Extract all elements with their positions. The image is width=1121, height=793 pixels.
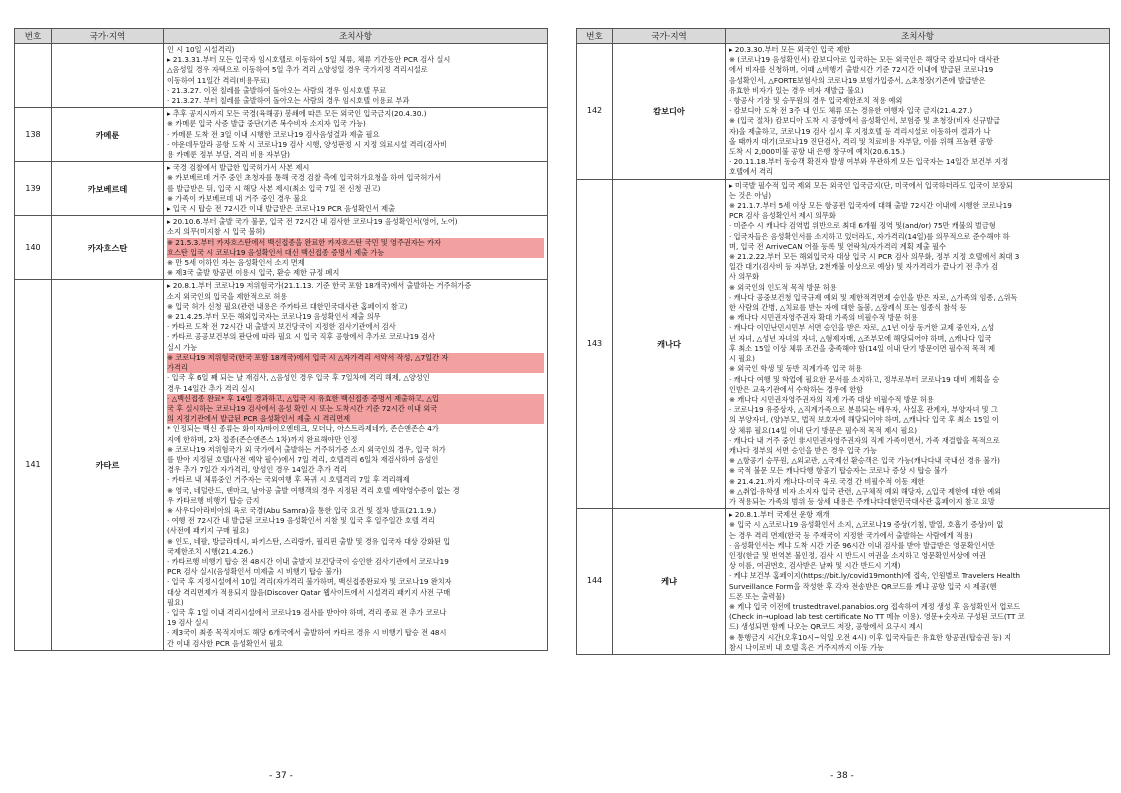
measures-table-right [576, 28, 1110, 655]
text-line: PCR 검사 실시(음성확인서 미제출 시 비행기 탑승 불가) [167, 567, 342, 577]
text-line: · 카타르 도착 전 72시간 내 출발지 보건당국이 지정한 검사기관에서 검사 [167, 322, 396, 332]
row-number: 139 [15, 162, 52, 216]
text-line: 상 이름, 여권번호, 검사받은 날짜 및 시간 반드시 기재) [729, 561, 901, 571]
text-line: · 카타르행 비행기 탑승 전 48시간 이내 출발지 보건당국이 승인한 검사기관에서 코로나19 [167, 556, 449, 566]
text-line: · 캐나다 이민난민시민부 서면 승인을 받은 자로, △1년 이상 동거한 교제 중인자, △성 [729, 323, 995, 333]
row-number: 142 [577, 44, 613, 180]
header-num: 번호 [15, 29, 52, 44]
text-line: · 캐나다 여행 및 학업에 필요한 문서를 소지하고, 정부로부터 코로나19 대비 계획을 승 [729, 374, 1000, 384]
text-line: · 입국 후 6일 째 되는 날 재검사, △음성인 경우 입국 후 7일차에 격리 해제, △양성인 [167, 373, 430, 383]
row-number: 144 [577, 509, 613, 655]
text-line: 참시 나이로비 내 호텔 혹은 거주지까지 이동 가능 [729, 642, 884, 652]
text-line: 인 시 10일 시설격리) [167, 45, 235, 54]
text-line: · 입국자들은 음성확인서를 소지하고 있더라도, 자가격리(14일)를 의무적으로 준수해야 하 [729, 231, 1010, 241]
page-38 [576, 28, 1110, 655]
text-line: ※ 외국인의 인도적 목적 방문 허용 [729, 282, 837, 292]
table-row [15, 44, 548, 108]
text-line: ※ 사우디아라비아의 육로 국경(Abu Samra)을 통한 입국 요건 및 절차 발표(21.1.9.) [167, 505, 437, 515]
text-line: 가 적용되는 가족의 범위 등 상세 내용은 주캐나다대한민국대사관 홈페이지 참고 요망 [729, 496, 995, 506]
text-line: ※ 국적 불문 모든 캐나다행 항공기 탑승자는 코로나 증상 시 탑승 불가 [729, 466, 948, 476]
text-line: · 항공사 기장 및 승무원의 경우 입국제한조치 적용 예외 [729, 96, 903, 106]
text-line: · 캐나다 공중보건청 입국규제 예외 및 제한적격면제 승인을 받은 자로, △가족의 임종, △위독 [729, 292, 1018, 302]
text-line: · 21.3.27. 이전 칠레를 출발하여 돌아오는 사람의 경우 임시호텔 무료 [167, 85, 387, 95]
text-line: 경우 14일간 추가 격리 실시 [167, 383, 255, 393]
highlighted-line: · △백신접종 완료* 후 14일 경과하고, △입국 시 유효한 백신접종 증명서 제출하고, △입 [167, 394, 544, 404]
country-name: 카보베르데 [52, 162, 164, 216]
text-line: 19 검사 실시 [167, 618, 209, 628]
measures-cell [164, 108, 548, 162]
text-line: · 야운데두알라 공항 도착 시 코로나19 검사 시행, 양성판정 시 지정 의료시설 격리(검사비 [167, 139, 448, 149]
table-row [15, 108, 548, 162]
country-name: 케냐 [613, 509, 726, 655]
text-line: 며, 입국 전 ArriveCAN 어플 등록 및 연락처/자가격리 계획 제출 필수 [729, 241, 946, 251]
header-content: 조치사항 [164, 29, 548, 44]
text-line: 유효한 비자가 있는 경우 비자 재발급 불요) [729, 85, 864, 95]
table-header [577, 29, 1110, 44]
text-line: △음성일 경우 자택으로 이동하여 5일 추가 격리 △양성일 경우 국가지정 격리시설로 [167, 65, 428, 75]
text-line: ※ △항공기 승무원, △외교관, △국제선 환승객은 입국 가능(캐나다내 국내선 경유 불가) [729, 456, 1000, 466]
text-line: Surveillance Form을 작성한 후 각자 전송받은 QR코드를 케냐 공항 입국 시 제공(핸 [729, 581, 997, 591]
text-line: · 미준수 시 캐나다 검역법 위반으로 최대 6개월 징역 및(and/or) 75만 캐불의 벌금형 [729, 221, 996, 231]
measures-cell [726, 509, 1110, 655]
highlighted-line: ※ 코로나19 저위험국(한국 포함 18개국)에서 입국 시 △자가격리 서약서 작성, △7일간 자 [167, 353, 544, 363]
text-line: ▸ 21.3.31.부터 모든 입국자 임시호텔로 이동하여 5일 체류, 체류 기간동안 PCR 검사 실시 [167, 55, 451, 65]
text-line: ※ 통행금지 시간(오후10시~익일 오전 4시) 이후 입국자들은 유효한 항공권(탑승권 등) 지 [729, 632, 1012, 642]
highlighted-line: ※ 21.5.3.부터 카자흐스탄에서 백신접종을 완료한 카자흐스탄 국민 및 영주권자는 카자 [167, 238, 544, 248]
page-37 [14, 28, 548, 651]
text-line: · 캄보디아 도착 전 3주 내 인도 체류 또는 경유한 여행자 입국 금지(21.4.27.) [729, 106, 973, 116]
text-line: · 21.3.27. 부터 칠레를 출발하여 돌아오는 사람의 경우 임시호텔 이용료 부과 [167, 96, 410, 106]
text-line: 드폰 또는 출력물) [729, 591, 785, 601]
text-line: ※ 21.4.25.부터 모든 해외입국자는 코로나19 음성확인서 제출 의무 [167, 312, 381, 322]
table-row [15, 280, 548, 650]
text-line: 사 의무화 [729, 272, 760, 282]
text-line: 대상 격리면제가 적용되지 않음(Discover Qatar 웹사이트에서 시설격리 패키지 사전 구매 [167, 587, 451, 597]
row-number: 143 [577, 179, 613, 509]
text-line: 지에 한하며, 2차 접종(존슨앤존스 1차)까지 완료해야만 인정 [167, 434, 358, 444]
text-line: · 카메룬 도착 전 3일 이내 시행한 코로나19 검사음성결과 제출 필요 [167, 129, 380, 139]
text-line: 시 필요) [729, 354, 755, 364]
text-line: · 코로나19 유증상자, △직계가족으로 분류되는 배우자, 사실혼 관계자, 부양자녀 및 그 [729, 405, 998, 415]
text-line: ▸ 20.8.1.부터 코로나19 저위험국가(21.1.13. 기준 한국 포함 18개국)에서 출발하는 거주허가증 [167, 281, 472, 291]
text-line: 실시 가능 [167, 342, 198, 352]
text-line: 경우 추가 7일간 자가격리, 양성인 경우 14일간 추가 격리 [167, 465, 348, 475]
text-line: · 카타르 내 체류중인 거주자는 국외여행 후 복귀 시 호텔격리 7일 후 격리해제 [167, 475, 410, 485]
text-line: 드) 생성되면 함께 나오는 QR코드 저장, 공항에서 요구시 제시 [729, 622, 923, 632]
country-name [52, 44, 164, 108]
text-line: ※ 캐나다 시민권자영주권자의 직계 가족 대상 비필수적 방문 허용 [729, 394, 934, 404]
country-name: 캄보디아 [613, 44, 726, 180]
text-line: ※ 외국인 학생 및 동반 직계가족 입국 허용 [729, 364, 863, 374]
page-number: - 38 - [830, 771, 854, 781]
measures-cell [164, 162, 548, 216]
row-number: 141 [15, 280, 52, 650]
text-line: · 카타르 공공보건부의 판단에 따라 필요 시 입국 직후 공항에서 추가로 코로나19 검사 [167, 332, 435, 342]
row-number [15, 44, 52, 108]
text-line: 를 발급받은 뒤, 입국 시 해당 사본 제시(최소 입국 7일 전 신청 권고) [167, 183, 381, 193]
text-line: 일간 대기(검사비 등 자부담, 2천캐불 이상으로 예상) 및 자가격리가 끝나기 전 추가 검 [729, 262, 999, 272]
text-line: ※ 케냐 입국 이전에 trustedtravel.panabios.org 접속하여 계정 생성 후 음성확인서 업로드 [729, 601, 1021, 611]
measures-cell [726, 44, 1110, 180]
highlighted-line: 의 지정기관에서 발급된 PCR 음성확인서 제출 시 격리면제 [167, 414, 544, 424]
measures-cell [164, 44, 548, 108]
text-line: ※ 입국 허가 신청 필요(관련 내용은 주카타르 대한민국대사관 홈페이지 참고) [167, 301, 408, 311]
text-line: · 제3국이 최종 목적지여도 해당 6개국에서 출발하여 카타르 경유 시 비행기 탑승 전 48시 [167, 628, 447, 638]
header-num: 번호 [577, 29, 613, 44]
highlighted-line: 흐스탄 입국 시 코로나19 음성확인서 대신 백신접종 증명서 제출 가능 [167, 248, 544, 258]
text-line: ※ 가족이 카보베르데 내 거주 중인 경우 불요 [167, 193, 308, 203]
text-line: 용 카메룬 정부 부담, 격리 비용 자부담) [167, 150, 290, 160]
table-body [15, 44, 548, 651]
country-name: 카메룬 [52, 108, 164, 162]
text-line: 필요) [167, 597, 184, 607]
text-line: ※ △취업·유학생 비자 소지자 입국 관련, △구체적 예외 해당자, △입국 제한에 대한 예외 [729, 486, 1002, 496]
table-row [577, 509, 1110, 655]
text-line: PCR 검사 음성확인서 제시 의무화 [729, 211, 836, 221]
text-line: (사전에 패키지 구매 필요) [167, 526, 249, 536]
text-line: (Check in→upload lab test certificate No TT 메뉴 이용). 영문+숫자로 구성된 코드(TT 코 [729, 612, 1025, 622]
country-name: 카타르 [52, 280, 164, 650]
text-line: 후 최소 15일 이상 체류 조건을 충족해야 함(14일 이내 단기 방문이면 필수적 목적 제 [729, 343, 996, 353]
measures-cell [726, 179, 1110, 509]
text-line: ※ 카보베르데 거주 중인 초청자를 통해 국경 검찰 측에 입국허가요청을 하여 입국허가서 [167, 173, 442, 183]
text-line: 에서 비자를 신청하며, 이때 △비행기 출발시간 기준 72시간 이내에 발급된 코로나19 [729, 65, 994, 75]
text-line: 를 받아 지정된 호텔(사전 예약 필수)에서 7일 격리, 호텔격리 6일차 재검사하여 음성인 [167, 454, 439, 464]
text-line: ※ 만 5세 이하인 자는 음성확인서 소지 면제 [167, 258, 305, 268]
text-line: 소지 의무(미지참 시 입국 불허) [167, 227, 266, 237]
row-number: 140 [15, 216, 52, 280]
text-line: ▸ 20.8.1.부터 국제선 운항 재개 [729, 510, 830, 520]
text-line: 이동하여 11일간 격리(비용무료) [167, 75, 270, 85]
highlighted-line: 국 후 실시하는 코로나19 검사에서 음성 확인 시 또는 도착시간 기준 72시간 이내 외국 [167, 404, 544, 414]
text-line: 상 체류 필요(14일 이내 단기 방문은 필수적 목적 제시 필요) [729, 425, 918, 435]
measures-table-left [14, 28, 548, 651]
text-line: 의 부양자녀, (양)부모, 법적 보호자에 해당되어야 하며, △캐나다 입국 후 최소 15일 이 [729, 415, 999, 425]
text-line: * 인정되는 백신 종류는 화이자/바이오엔테크, 모더나, 아스트라제네카, 존슨앤존슨 4가 [167, 424, 439, 434]
text-line: 국제한조치 시행(21.4.26.) [167, 546, 254, 556]
text-line: ※ 입국 시 △코로나19 음성확인서 소지, △코로나19 증상(기침, 발열, 호흡기 증상)이 없 [729, 520, 1004, 530]
text-line: · 캐나다 내 거주 중인 非시민권자영주권자의 직계 가족이면서, 가족 재결합을 목적으로 [729, 435, 1000, 445]
text-line: ▸ 입국 시 탑승 전 72시간 이내 발급받은 코로나19 PCR 음성확인서 제출 [167, 204, 396, 214]
country-name: 카자흐스탄 [52, 216, 164, 280]
page-number: - 37 - [269, 771, 293, 781]
text-line: 는 경우 격리 면제(한국 등 주재국이 지정한 국가에서 출발하는 사람에게 적용) [729, 530, 973, 540]
text-line: 간 이내 검사한 PCR 음성확인서 필요 [167, 638, 284, 648]
header-content: 조치사항 [726, 29, 1110, 44]
text-line: · 입국 후 1일 이내 격리시설에서 코로나19 검사를 받아야 하며, 격리 종료 전 추가 코로나 [167, 607, 447, 617]
text-line: · 여행 전 72시간 내 발급된 코로나19 음성확인서 지참 및 입국 후 일주일간 호텔 격리 [167, 516, 435, 526]
text-line: ※ 21.1.7.부터 5세 이상 모든 항공편 입국자에 대해 출발 72시간 이내에 시행한 코로나19 [729, 201, 1012, 211]
text-line: ▸ 20.3.30.부터 모든 외국인 입국 제한 [729, 45, 851, 54]
text-line: ※ 카메룬 입국 사증 발급 중단(기존 복수비자 소지자 입국 가능) [167, 119, 366, 129]
table-row [577, 179, 1110, 509]
measures-cell [164, 280, 548, 650]
text-line: 소지 외국인의 입국을 제한적으로 허용 [167, 291, 288, 301]
text-line: 년 자녀, △성년 자녀의 자녀, △형제자매, △조부모에 해당되어야 하며, △캐나다 입국 [729, 333, 992, 343]
text-line: · 20.11.18.부터 동승객 확진자 발생 여부와 무관하게 모든 입국자는 14일간 보건부 지정 [729, 157, 1009, 167]
text-line: 자)을 제출하고, 코로나19 검사 실시 후 지정호텔 등 격리시설로 이동하여 결과가 나 [729, 126, 991, 136]
text-line: ▸ 추후 공지시까지 모든 국경(육해공) 봉쇄에 따른 모든 외국인 입국금지(20.4.30.) [167, 109, 427, 119]
text-line: ※ 코로나19 저위험국가 외 국가에서 출발하는 거주허가증 소지 외국인의 경우, 입국 허가 [167, 444, 446, 454]
text-line: ※ (입국 절차) 캄보디아 도착 시 공항에서 음성확인서, 보험증 및 초청장(비자 신규발급 [729, 116, 1000, 126]
table-row [577, 44, 1110, 180]
text-line: 호텔에서 격리 [729, 167, 773, 177]
row-number: 138 [15, 108, 52, 162]
table-header [15, 29, 548, 44]
table-body [577, 44, 1110, 655]
table-row [15, 216, 548, 280]
country-name: 캐나다 [613, 179, 726, 509]
text-line: 인받은 교육기관에서 수학하는 경우에 한함 [729, 384, 864, 394]
table-row [15, 162, 548, 216]
text-line: ※ 영국, 네덜란드, 덴마크, 남아공 출발 여행객의 경우 지정된 격리 호텔 예약영수증이 없는 경 [167, 485, 460, 495]
text-line: ※ 인도, 네팔, 방글라데시, 파키스탄, 스리랑카, 필리핀 출발 및 경유 입국자 대상 강화된 입 [167, 536, 451, 546]
text-line: ※ 제3국 출발 항공편 이용시 입국, 환승 제한 규정 폐지 [167, 268, 340, 278]
highlighted-line: 가격리 [167, 363, 544, 373]
text-line: 는 것은 아님) [729, 190, 772, 200]
text-line: 인정(한글 및 번역본 불인정, 검사 시 반드시 여권을 소지하고 영문확인서상에 여권 [729, 550, 987, 560]
text-line: ※ 캐나다 시민권자영주권자 확대 가족의 비필수적 방문 허용 [729, 313, 918, 323]
measures-cell [164, 216, 548, 280]
text-line: 올 때까지 대기(코로나19 진단검사, 격리 및 치료비용 자부담, 이를 위해 프놈펜 공항 [729, 136, 993, 146]
text-line: 도착 시 2,000미불 공항 내 은행 창구에 예치(20.6.15.) [729, 147, 906, 157]
text-line: · 음성확인서는 케냐 도착 시간 기준 96시간 이내 검사를 받아 발급받은 영문확인서만 [729, 540, 995, 550]
text-line: · 입국 후 지정시설에서 10일 격리(자가격리 불가하며, 백신접종완료자 및 코로나19 완치자 [167, 577, 452, 587]
text-line: ▸ 미국발 필수적 입국 제외 모든 외국인 입국금지(단, 미국에서 입국하더라도 입국이 보장되 [729, 180, 1013, 190]
text-line: 캐나다 정부의 서면 승인을 받은 경우 입국 가능 [729, 445, 877, 455]
text-line: ▸ 20.10.6.부터 출발 국가 불문, 입국 전 72시간 내 검사한 코로나19 음성확인서(영어, 노어) [167, 217, 458, 227]
text-line: · 케냐 보건부 홈페이지(https://bit.ly/covid19month)에 접속, 인원별로 Travelers Health [729, 571, 1021, 581]
text-line: ▸ 국경 검찰에서 발급한 입국허가서 사본 제시 [167, 163, 310, 173]
text-line: ※ 21.2.22.부터 모든 해외입국자 대상 입국 시 PCR 검사 의무화, 정부 지정 호텔에서 최대 3 [729, 252, 1020, 262]
text-line: ※ (코로나19 음성확인서) 캄보디아로 입국하는 모든 외국인은 해당국 캄보디아 대사관 [729, 55, 1000, 65]
header-country: 국가·지역 [52, 29, 164, 44]
text-line: 우 카타르행 비행기 탑승 금지 [167, 495, 260, 505]
text-line: ※ 21.4.21.까지 캐나다-미국 육로 국경 간 비필수적 이동 제한 [729, 476, 925, 486]
text-line: 음성확인서, △FORTE보험사의 코로나19 보험가입증서, △초청장(기존에 발급받은 [729, 75, 986, 85]
header-country: 국가·지역 [613, 29, 726, 44]
text-line: 한 사람의 간병, △치료를 받는 자에 대한 돌봄, △장례식 또는 임종식 참석 등 [729, 303, 967, 313]
